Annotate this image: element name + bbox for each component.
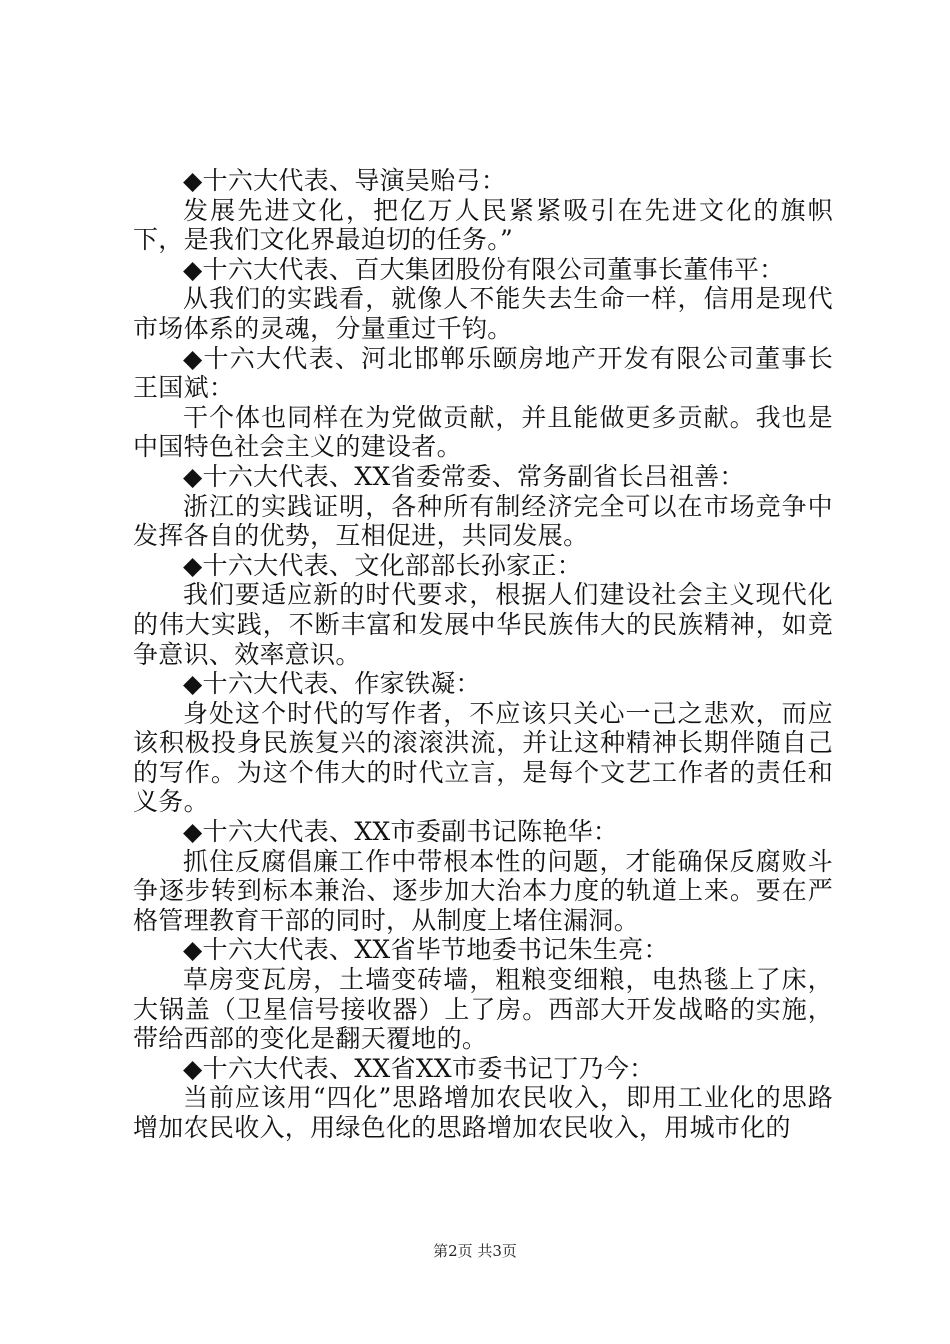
quote-paragraph: 我们要适应新的时代要求，根据人们建设社会主义现代化的伟大实践，不断丰富和发展中华民族伟大的民族精神，如竞争意识、效率意识。 [133, 580, 833, 669]
speaker-heading: ◆十六大代表、文化部部长孙家正： [183, 550, 583, 580]
quote-paragraph: 草房变瓦房，土墙变砖墙，粗粮变细粮，电热毯上了床，大锅盖（卫星信号接收器）上了房。西部大开发战略的实施，带给西部的变化是翻天覆地的。 [133, 965, 833, 1054]
quote-paragraph: 浙江的实践证明，各种所有制经济完全可以在市场竞争中发挥各自的优势，互相促进，共同发展。 [133, 491, 833, 551]
speaker-heading: ◆十六大代表、XX市委副书记陈艳华： [183, 817, 619, 847]
quote-paragraph: 身处这个时代的写作者，不应该只关心一己之悲欢，而应该积极投身民族复兴的滚滚洪流，并让这种精神长期伴随自己的写作。为这个伟大的时代立言，是每个文艺工作者的责任和义务。 [133, 698, 833, 817]
speaker-heading: ◆十六大代表、XX省XX市委书记丁乃今： [183, 1053, 655, 1083]
page-number-label: 第2页 共3页 [433, 1242, 517, 1260]
speaker-heading: ◆十六大代表、作家铁凝： [183, 669, 481, 699]
quote-paragraph: 从我们的实践看，就像人不能失去生命一样，信用是现代市场体系的灵魂，分量重过千钧。 [133, 284, 833, 343]
quote-paragraph: 干个体也同样在为党做贡献，并且能做更多贡献。我也是中国特色社会主义的建设者。 [133, 402, 833, 462]
speaker-heading: ◆十六大代表、导演吴贻弓： [183, 166, 507, 195]
speaker-heading: ◆十六大代表、XX省毕节地委书记朱生亮： [183, 935, 669, 965]
quote-paragraph: 发展先进文化，把亿万人民紧紧吸引在先进文化的旗帜下，是我们文化界最迫切的任务。” [133, 195, 833, 255]
page-footer [0, 1240, 950, 1261]
quote-paragraph: 当前应该用“四化”思路增加农民收入，即用工业化的思路增加农民收入，用绿色化的思路增加农民收入，用城市化的 [133, 1083, 833, 1142]
document-body [133, 166, 833, 1143]
speaker-heading: ◆十六大代表、河北邯郸乐颐房地产开发有限公司董事长王国斌： [133, 343, 833, 403]
speaker-heading: ◆十六大代表、XX省委常委、常务副省长吕祖善： [183, 461, 745, 491]
speaker-heading: ◆十六大代表、百大集团股份有限公司董事长董伟平： [183, 254, 785, 284]
quote-paragraph: 抓住反腐倡廉工作中带根本性的问题，才能确保反腐败斗争逐步转到标本兼治、逐步加大治本力度的轨道上来。要在严格管理教育干部的同时，从制度上堵住漏洞。 [133, 846, 833, 935]
